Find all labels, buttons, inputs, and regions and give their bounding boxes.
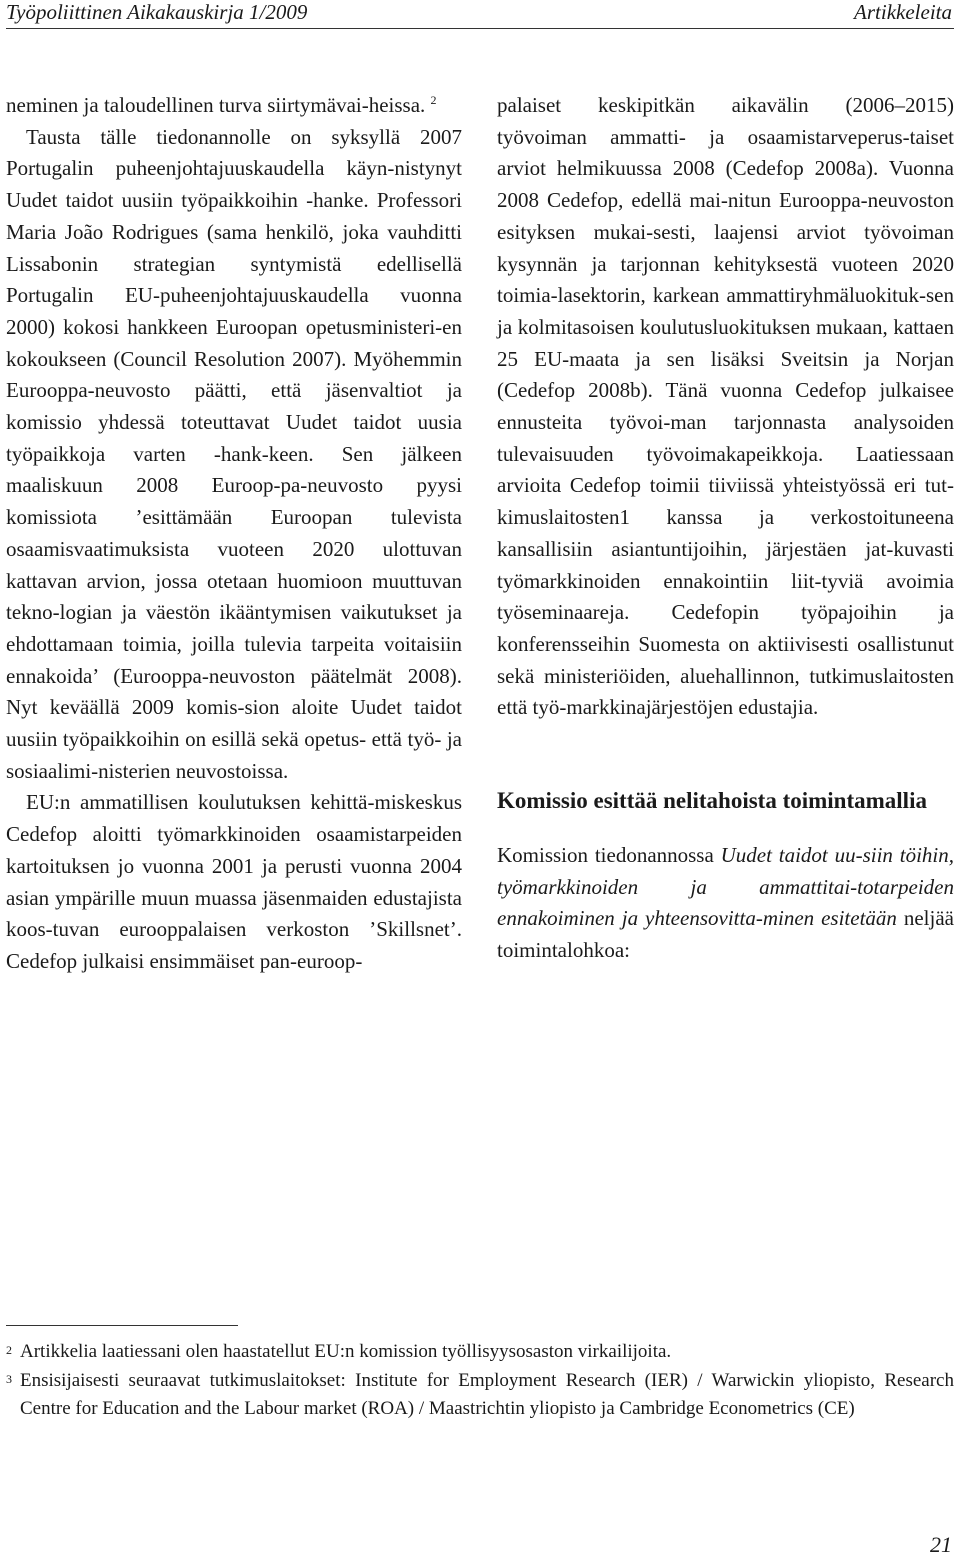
left-column	[6, 90, 462, 978]
running-header	[0, 0, 960, 24]
footnotes	[6, 1338, 954, 1424]
section-heading: Komissio esittää nelitahoista toimintamallia	[497, 788, 927, 814]
paragraph-1	[6, 90, 462, 122]
paragraph-intro	[497, 840, 954, 967]
footnote-text: Ensisijaisesti seuraavat tutkimuslaitokset: Institute for Employment Research (IER) / Warwickin yliopisto, Research Centre for Education and the Labour market (ROA) / Maastrichtin yliopisto ja Cambridge Econometrics (CE)	[20, 1369, 954, 1419]
paragraph-2: Tausta tälle tiedonannolle on syksyllä 2007 Portugalin puheenjohtajuuskaudella käyn-nistynyt Uudet taidot uusiin työpaikkoihin -hanke. Professori Maria João Rodrigues (sama henkilö, joka vauhditti Lissabonin strategian syntymistä edellisellä Portugalin EU-puheenjohtajuuskaudella vuonna 2000) kokosi hankkeen Euroopan opetusministeri-en kokoukseen (Council Resolution 2007). Myöhemmin Eurooppa-neuvosto päätti, että jäsenvaltiot ja komissio yhdessä toteuttavat Uudet taidot uusia työpaikkoja varten -hank-keen. Sen jälkeen maaliskuun 2008 Euroop-pa-neuvosto pyysi komissiota ’esittämään Euroopan tulevista osaamisvaatimuksista vuoteen 2020 ulottuvan kattavan arvion, jossa otetaan huomioon muuttuvan tekno-logian ja väestön ikääntymisen vaikutukset ja ehdottamaan toimia, joilla tulevia tarpeita voitaisiin ennakoida’ (Eurooppa-neuvoston päätelmät 2008). Nyt keväällä 2009 komis-sion aloite Uudet taidot uusiin työpaikkoihin on esillä sekä opetus- että työ- ja sosiaalimi-nisterien neuvostoissa.	[6, 124, 462, 783]
page-number: 21	[930, 1532, 952, 1557]
right-column	[497, 90, 954, 967]
paragraph-intro-end: neljää toimintalohkoa:	[497, 906, 954, 963]
paragraph-intro-start: Komission tiedonannossa	[497, 843, 721, 868]
footnote-number: 3	[6, 1371, 12, 1386]
header-divider	[6, 28, 954, 29]
paragraph-continued: palaiset keskipitkän aikavälin (2006–2015) työvoiman ammatti- ja osaamistarveperus-taiset arviot helmikuussa 2008 (Cedefop 2008a). Vuonna 2008 Cedefop, edellä mai-nitun Eurooppa-neuvoston esityksen mukai-sesti, laajensi arviot työvoiman kysynnän ja tarjonnan kehityksestä vuoteen 2020 toimia-lasektorin, karkean ammattiryhmäluokituk-sen ja kolmitasoisen koulutusluokituksen mukaan, kattaen 25 EU-maata ja sen lisäksi Sveitsin ja Norjan (Cedefop 2008b). Tänä vuonna Cedefop julkaisee ennusteita työvoi-man tarjonnasta analysoiden tulevaisuuden työvoimakapeikkoja. Laatiessaan arvioita Cedefop toimii tiiviissä yhteistyössä eri tut-kimuslaitosten1 kanssa ja verkostoituneena kansallisiin asiantuntijoihin, järjestäen jat-kuvasti työmarkkinoiden ennakointiin liit-tyviä avoimia työseminaareja. Cedefopin työpajoihin ja konferensseihin Suomesta on aktiivisesti osallistunut sekä ministeriöiden, aluehallinnon, tutkimuslaitosten että työ-markkinajärjestöjen edustajia.	[497, 93, 954, 720]
paragraph-3: EU:n ammatillisen koulutuksen kehittä-miskeskus Cedefop aloitti työmarkkinoiden osaamistarpeiden kartoituksen jo vuonna 2001 ja perusti vuonna 2004 asian ympärille muun muassa jäsenmaiden edustajista koos-tuvan eurooppalaisen verkoston ’Skillsnet’. Cedefop julkaisi ensimmäiset pan-euroop-	[6, 790, 462, 973]
footnote	[6, 1338, 954, 1367]
journal-title: Työpoliittinen Aikakauskirja 1/2009	[6, 0, 308, 24]
footnote	[6, 1367, 954, 1424]
footnote-reference: 2	[430, 93, 437, 107]
footnote-divider	[6, 1325, 238, 1326]
publication-title: Uudet taidot uu-siin töihin, työmarkkinoiden ja ammattitai-totarpeiden ennakoiminen ja yhteensovitta-minen esitetään	[497, 843, 954, 931]
footnote-number: 2	[6, 1343, 12, 1357]
paragraph-1-text: neminen ja taloudellinen turva siirtymävai-heissa.	[6, 93, 426, 117]
footnote-text: Artikkelia laatiessani olen haastatellut EU:n komission työllisyysosaston virkailijoita.	[20, 1341, 672, 1362]
section-label: Artikkeleita	[854, 0, 952, 24]
